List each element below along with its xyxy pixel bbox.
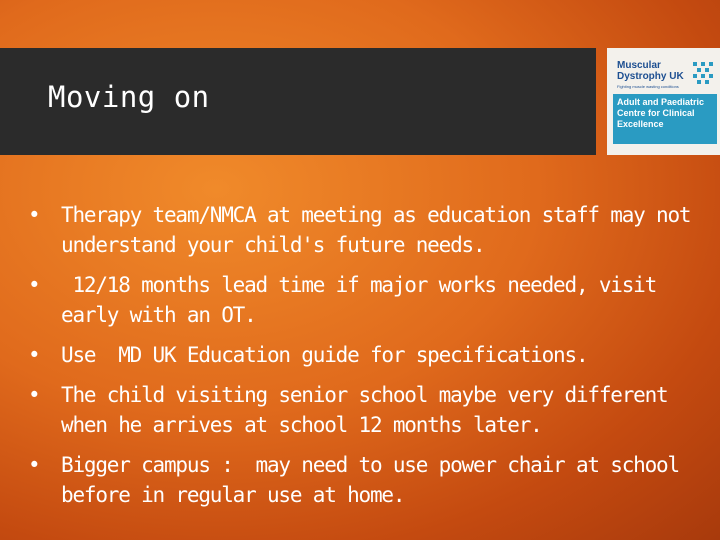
bullet-item [28,340,708,370]
logo-brand: Muscular Dystrophy UK [617,60,684,82]
slide-title: Moving on [48,80,210,114]
bullet-text: The child visiting senior school maybe very different when he arrives at school 12 months later. [61,383,668,437]
bullet-item [28,450,708,510]
bullet-text: Therapy team/NMCA at meeting as education staff may not understand your child's future needs. [61,203,691,257]
logo-tagline: Fighting muscle wasting conditions [617,84,679,89]
bullet-item [28,270,708,330]
title-bar [0,48,596,155]
bullet-item [28,200,708,260]
bullet-item [28,380,708,440]
bullet-symbol: • [28,273,40,297]
bullet-symbol: • [28,453,40,477]
logo-centre-name: Adult and Paediatric Centre for Clinical Excellence [617,97,705,129]
bullet-symbol: • [28,343,40,367]
logo-band [613,94,717,144]
logo-panel [613,56,717,146]
bullet-symbol: • [28,383,40,407]
bullet-text: Use MD UK Education guide for specifications. [61,343,588,367]
bullet-list [28,200,708,520]
bullet-text: Bigger campus : may need to use power chair at school before in regular use at home. [61,453,691,507]
bullet-symbol: • [28,203,40,227]
logo [607,48,720,155]
bullet-text: 12/18 months lead time if major works needed, visit early with an OT. [61,273,668,327]
